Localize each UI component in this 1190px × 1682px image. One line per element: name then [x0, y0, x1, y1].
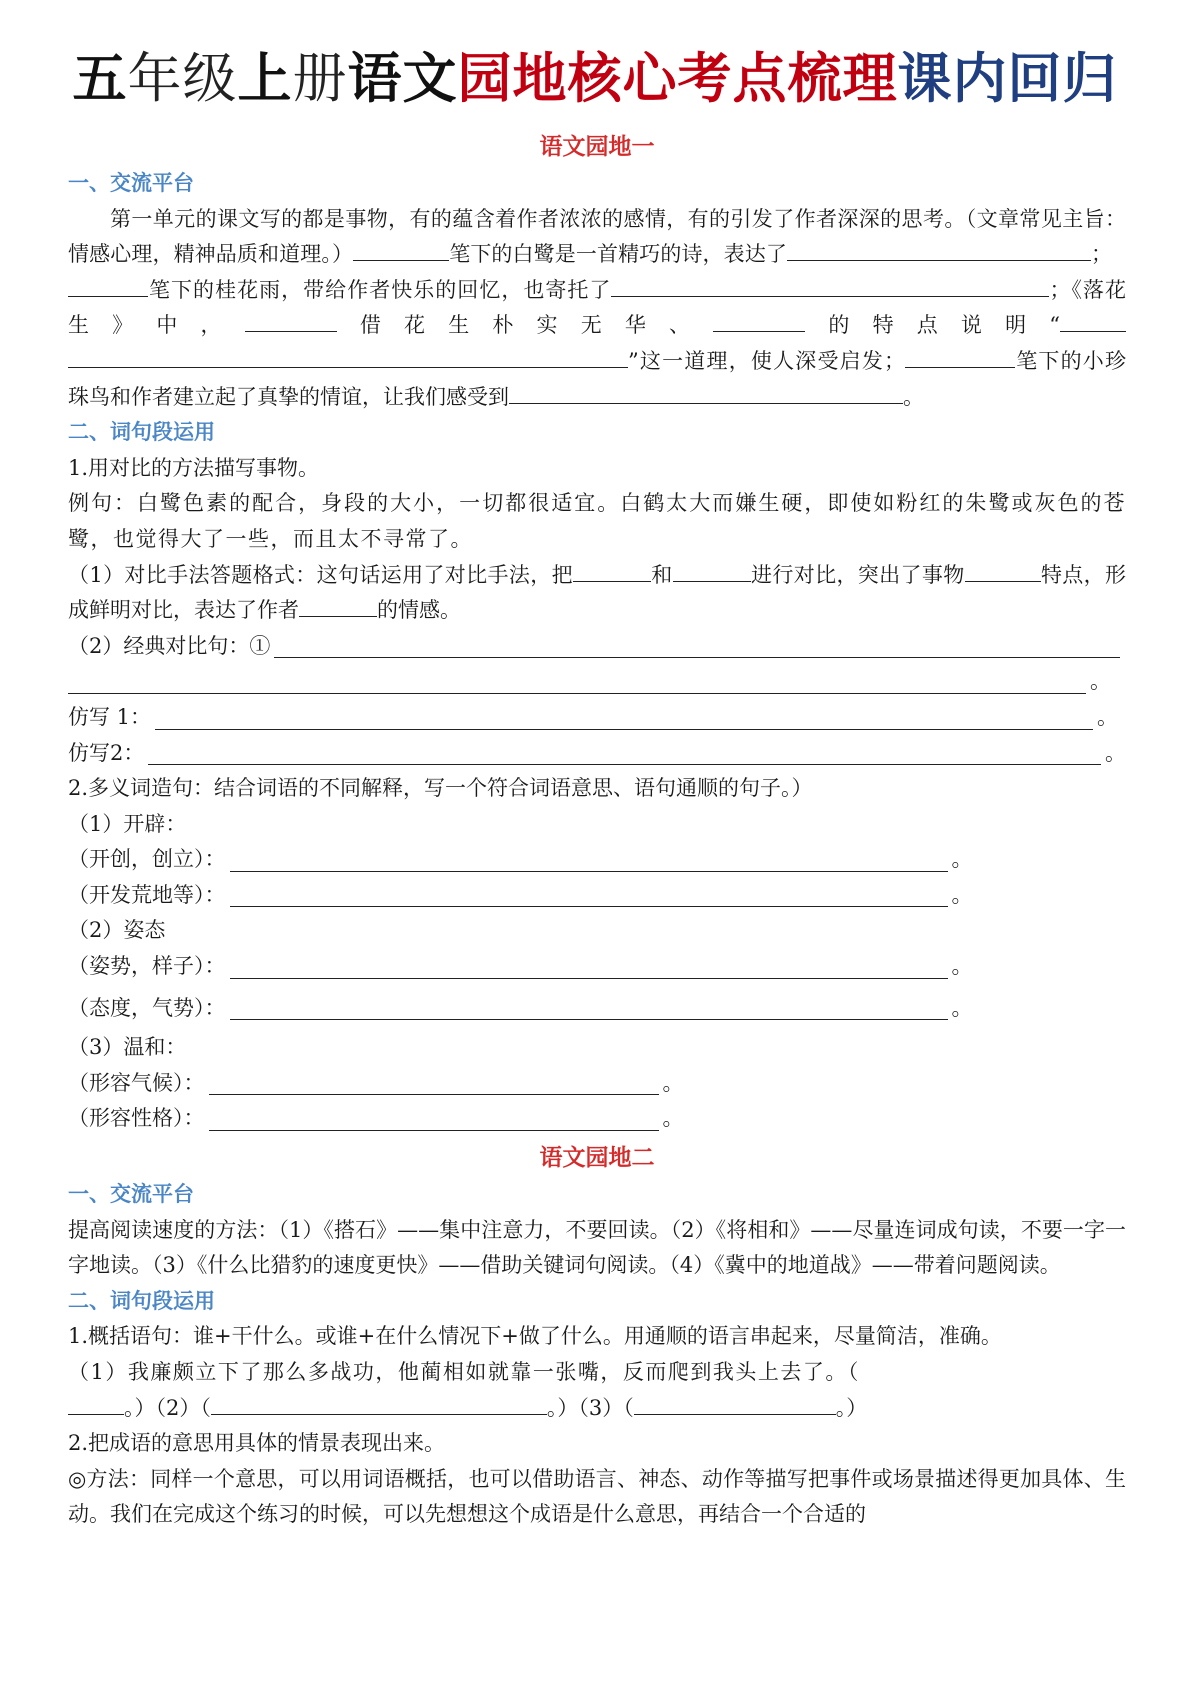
garden1-sec1-paragraph	[68, 202, 1126, 416]
word2a-label: （姿势，样子）：	[68, 954, 226, 979]
word1a-label: （开创，创立）：	[68, 847, 226, 872]
summary-2-end: 。）（3）（	[546, 1395, 634, 1420]
word3a-row	[68, 1066, 1126, 1102]
title-part-subject: 语文	[347, 47, 458, 110]
imitate2-end: 。	[1105, 740, 1126, 765]
blank-peanut-lesson-b[interactable]	[68, 345, 628, 368]
word2b-line[interactable]	[230, 995, 948, 1020]
word3a-line[interactable]	[209, 1070, 659, 1095]
word3b-line[interactable]	[209, 1106, 659, 1131]
word1-label: （1）开辟：	[68, 811, 187, 836]
blank-author-pearl-bird[interactable]	[905, 345, 1015, 368]
word2b-end: 。	[951, 995, 973, 1020]
word2a-line[interactable]	[230, 954, 948, 979]
classic-contrast-end: 。	[1090, 669, 1111, 694]
garden2-heading: 语文园地二	[539, 1145, 655, 1172]
word1b-end: 。	[951, 882, 973, 907]
word1a-end: 。	[951, 847, 973, 872]
garden2-sec1-heading: 一、交流平台	[68, 1182, 194, 1207]
fmt-part-a: （1）对比手法答题格式：这句话运用了对比手法，把	[68, 562, 573, 587]
summary-3-end: 。）	[835, 1395, 868, 1420]
garden2-q2: 2.把成语的意思用具体的情景表现出来。	[68, 1431, 446, 1456]
imitate1-line[interactable]	[155, 705, 1093, 730]
summary-1-end: 。）（2）（	[124, 1395, 211, 1420]
blank-contrast-b[interactable]	[673, 559, 751, 582]
blank-egret-meaning-b[interactable]	[879, 238, 1091, 261]
blank-osmanthus-meaning-a[interactable]	[611, 274, 813, 297]
page-title	[0, 44, 1190, 114]
blank-pearl-bird-feeling[interactable]	[509, 381, 903, 404]
blank-osmanthus-meaning-b[interactable]	[813, 274, 1049, 297]
garden2-q1: 1.概括语句：谁+干什么。或谁+在什么情况下+做了什么。用通顺的语言串起来，尽量简洁，准确。	[68, 1324, 1002, 1349]
word1b-label: （开发荒地等）：	[68, 882, 226, 907]
word1b-row	[68, 878, 1126, 914]
garden2-example: （1）我廉颇立下了那么多战功，他蔺相如就靠一张嘴，反而爬到我头上去了。（	[68, 1360, 860, 1384]
fmt-part-d: 特点，形成鲜明对比，表达了作者	[68, 562, 1127, 623]
blank-peanut-who[interactable]	[245, 309, 337, 332]
imitate1-label: 仿写 1：	[68, 704, 152, 729]
imitate1-end: 。	[1097, 704, 1119, 729]
classic-contrast-row	[68, 629, 1126, 665]
word2a-end: 。	[951, 954, 973, 979]
word2b-label: （态度，气势）：	[68, 995, 226, 1020]
classic-contrast-line-1[interactable]	[274, 633, 1120, 658]
word2-label: （2）姿态	[68, 918, 166, 943]
garden1-q2: 2.多义词造句：结合词语的不同解释，写一个符合词语意思、语句通顺的句子。）	[68, 776, 813, 801]
garden1-sec1-egret: 笔下的白鹭是一首精巧的诗，表达了	[449, 242, 788, 267]
garden1-sec1-intro: 第一单元的课文写的都是事物，有的蕴含着作者浓浓的感情，有的引发了作者深深的思考。（文章常见主旨：情感心理，精神品质和道理。）	[68, 206, 1126, 267]
word3-label: （3）温和：	[68, 1035, 187, 1060]
blank-contrast-feature[interactable]	[965, 559, 1041, 582]
garden2-method: ◎方法：同样一个意思，可以用词语概括，也可以借助语言、神态、动作等描写把事件或场景描述得更加具体、生动。我们在完成这个练习的时候，可以先想想这个成语是什么意思，再结合一个合适的	[68, 1466, 1126, 1527]
title-part-volume: 册	[292, 47, 348, 110]
garden1-sec1-osmanthus: 笔下的桂花雨，带给作者快乐的回忆，也寄托了	[148, 277, 612, 302]
imitate1-row	[68, 700, 1126, 736]
blank-author-egret[interactable]	[353, 238, 449, 261]
fmt-part-b: 和	[650, 562, 673, 587]
garden1-example-sentence: 例句：白鹭色素的配合，身段的大小，一切都很适宜。白鹤太大而嫌生硬，即使如粉红的朱鹭或灰色的苍鹭，也觉得大了一些，而且太不寻常了。	[68, 491, 1126, 551]
word1b-line[interactable]	[230, 882, 948, 907]
fmt-part-c: 进行对比，突出了事物	[750, 562, 965, 587]
blank-contrast-a[interactable]	[573, 559, 651, 582]
blank-summary-1[interactable]	[68, 1392, 124, 1415]
blank-summary-2[interactable]	[211, 1392, 547, 1415]
garden1-sec1-semicolon: ；	[1091, 242, 1113, 267]
imitate2-label: 仿写2：	[68, 740, 145, 765]
garden1-sec1-peanut-trait: 借花生朴实无华、	[336, 313, 714, 338]
garden1-heading: 语文园地一	[539, 134, 655, 160]
word3b-row	[68, 1101, 1126, 1137]
content	[68, 128, 1126, 1533]
fmt-part-e: 的情感。	[377, 598, 461, 623]
blank-egret-meaning-a[interactable]	[787, 238, 879, 261]
title-part-topic: 园地核心考点梳理	[457, 47, 898, 110]
garden1-sec1-peanut-end: ”这一道理，使人深受启发；	[628, 348, 906, 373]
garden2-sec2-heading: 二、词句段运用	[68, 1288, 215, 1313]
garden1-sec1-heading: 一、交流平台	[68, 171, 194, 195]
garden1-q1: 1.用对比的方法描写事物。	[68, 455, 320, 480]
word2b-row	[68, 991, 1126, 1027]
garden1-sec1-pearl-bird: 笔下的小珍珠鸟和作者建立起了真挚的情谊，让我们感受到	[68, 348, 1126, 409]
title-part-review: 课内回归	[897, 47, 1118, 110]
garden2-reading-methods: 提高阅读速度的方法：（1）《搭石》——集中注意力，不要回读。（2）《将相和》——尽量连词成句读，不要一字一字地读。（3）《什么比猎豹的速度更快》——借助关键词句阅读。（4）《冀中的地道战》——带着问题阅读。	[68, 1217, 1126, 1278]
garden1-sec1-end: 。	[903, 384, 924, 409]
word2a-row	[68, 949, 1126, 985]
word3a-end: 。	[662, 1070, 684, 1095]
word3a-label: （形容气候）：	[68, 1070, 205, 1095]
blank-contrast-emotion[interactable]	[299, 594, 377, 617]
word1a-row	[68, 842, 1126, 878]
classic-contrast-line-2[interactable]	[68, 669, 1086, 694]
imitate2-line[interactable]	[148, 740, 1101, 765]
word1a-line[interactable]	[230, 847, 948, 872]
garden2-summary-blanks	[68, 1391, 1126, 1427]
title-part-grade: 五	[72, 47, 128, 110]
blank-summary-3[interactable]	[634, 1392, 836, 1415]
garden1-sec2-heading: 二、词句段运用	[68, 420, 215, 445]
garden1-contrast-format	[68, 558, 1126, 629]
classic-contrast-row-2	[68, 664, 1126, 700]
garden1-sec1-peanut: ；《落花生》中，	[68, 277, 1127, 338]
word3b-end: 。	[662, 1106, 684, 1131]
blank-peanut-lesson-a[interactable]	[1060, 309, 1126, 332]
title-part-term: 上	[237, 47, 293, 110]
garden1-sec1-peanut-lesson: 的特点说明“	[805, 313, 1060, 338]
imitate2-row	[68, 736, 1126, 772]
classic-contrast-label: （2）经典对比句：①	[68, 633, 271, 658]
blank-author-osmanthus[interactable]	[68, 274, 148, 297]
title-part-grade-word: 年级	[127, 47, 238, 110]
word3b-label: （形容性格）：	[68, 1106, 205, 1131]
blank-peanut-trait[interactable]	[713, 309, 805, 332]
